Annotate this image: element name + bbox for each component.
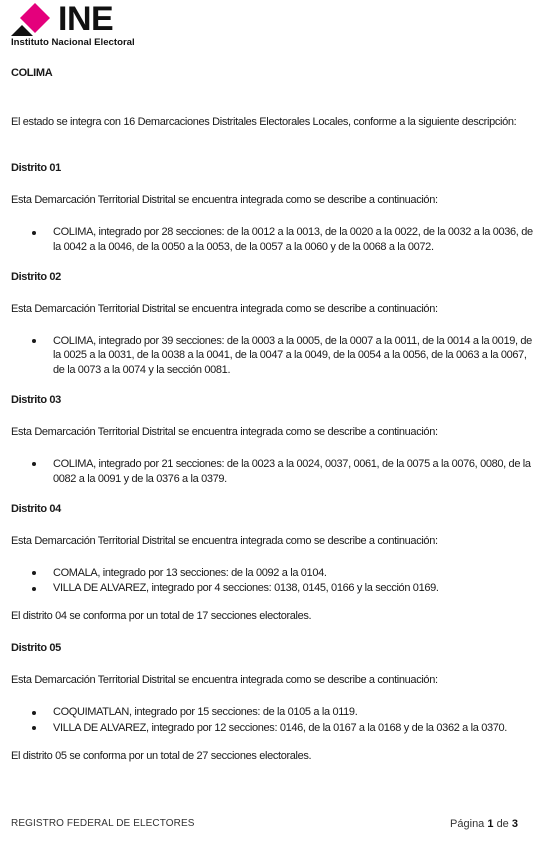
list-item-text: VILLA DE ALVAREZ, integrado por 12 secciones: 0146, de la 0167 a la 0168 y de la 0362 a la 0370. xyxy=(53,721,507,734)
district-items xyxy=(11,566,533,597)
district-title: Distrito 01 xyxy=(11,162,61,174)
district-lead: Esta Demarcación Territorial Distrital se encuentra integrada como se describe a continuación: xyxy=(11,425,438,438)
bullet-icon xyxy=(32,339,36,343)
list-item-text: COQUIMATLAN, integrado por 15 secciones: de la 0105 a la 0119. xyxy=(53,706,358,719)
page-of: de xyxy=(496,818,509,830)
list-item-text: COMALA, integrado por 13 secciones: de la 0092 a la 0104. xyxy=(53,566,327,579)
intro-paragraph: El estado se integra con 16 Demarcaciones Distritales Electorales Locales, conforme a la siguiente descripción: xyxy=(11,116,517,128)
list-item xyxy=(11,721,533,736)
list-item-text: VILLA DE ALVAREZ, integrado por 4 secciones: 0138, 0145, 0166 y la sección 0169. xyxy=(53,582,439,595)
ine-logo-mark-icon xyxy=(11,2,59,38)
list-item-text: COLIMA, integrado por 28 secciones: de la 0012 a la 0013, de la 0020 a la 0022, de la 0032 a la 0036, de la 0042 a la 0046, de la 0050 a la 0053, de la 0057 a la 0060 y de la 0068 a la 0072. xyxy=(53,226,533,253)
page-number xyxy=(450,818,518,830)
district-section xyxy=(11,161,533,255)
district-lead: Esta Demarcación Territorial Distrital se encuentra integrada como se describe a continuación: xyxy=(11,534,438,547)
district-title: Distrito 02 xyxy=(11,270,61,283)
district-lead: Esta Demarcación Territorial Distrital se encuentra integrada como se describe a continuación: xyxy=(11,302,438,315)
document-body xyxy=(11,66,533,781)
bullet-icon xyxy=(32,587,36,591)
district-lead: Esta Demarcación Territorial Distrital se encuentra integrada como se describe a continuación: xyxy=(11,194,438,206)
district-items xyxy=(11,225,533,255)
district-total: El distrito 04 se conforma por un total de 17 secciones electorales. xyxy=(11,610,312,623)
logo-subtitle: Instituto Nacional Electoral xyxy=(11,37,135,48)
list-item xyxy=(11,566,533,581)
page-label: Página xyxy=(450,818,485,830)
state-title: COLIMA xyxy=(11,67,53,79)
district-title: Distrito 05 xyxy=(11,642,61,655)
list-item xyxy=(11,225,533,255)
bullet-icon xyxy=(32,571,36,575)
bullet-icon xyxy=(32,231,36,235)
list-item xyxy=(11,334,533,378)
district-section xyxy=(11,641,533,764)
district-title: Distrito 04 xyxy=(11,502,61,515)
district-lead: Esta Demarcación Territorial Distrital se encuentra integrada como se describe a continuación: xyxy=(11,674,438,687)
bullet-icon xyxy=(32,462,36,466)
district-section xyxy=(11,502,533,625)
ine-logo xyxy=(11,2,156,48)
list-item xyxy=(11,581,533,596)
page-total: 3 xyxy=(511,818,518,830)
logo-text: INE xyxy=(58,0,114,38)
bullet-icon xyxy=(32,726,36,730)
district-section xyxy=(11,393,533,487)
district-section xyxy=(11,270,533,378)
bullet-icon xyxy=(32,711,36,715)
district-items xyxy=(11,334,533,378)
list-item-text: COLIMA, integrado por 21 secciones: de la 0023 a la 0024, 0037, 0061, de la 0075 a la 0076, 0080, de la 0082 a la 0091 y de la 0376 a la 0379. xyxy=(53,457,531,485)
district-total: El distrito 05 se conforma por un total de 27 secciones electorales. xyxy=(11,749,312,762)
footer-org: REGISTRO FEDERAL DE ELECTORES xyxy=(11,818,195,829)
list-item-text: COLIMA, integrado por 39 secciones: de la 0003 a la 0005, de la 0007 a la 0011, de la 0014 a la 0019, de la 0025 a la 0031, de la 0038 a la 0041, de la 0047 a la 0049, de la 0054 a la 0056, de la 0063 a la 0067, de la 0073 a la 0074 y la sección 0081. xyxy=(53,334,532,377)
district-title: Distrito 03 xyxy=(11,393,61,406)
district-items xyxy=(11,457,533,487)
list-item xyxy=(11,457,533,487)
district-items xyxy=(11,705,533,736)
districts-list xyxy=(11,161,533,764)
page-current: 1 xyxy=(487,818,494,830)
list-item xyxy=(11,705,533,720)
